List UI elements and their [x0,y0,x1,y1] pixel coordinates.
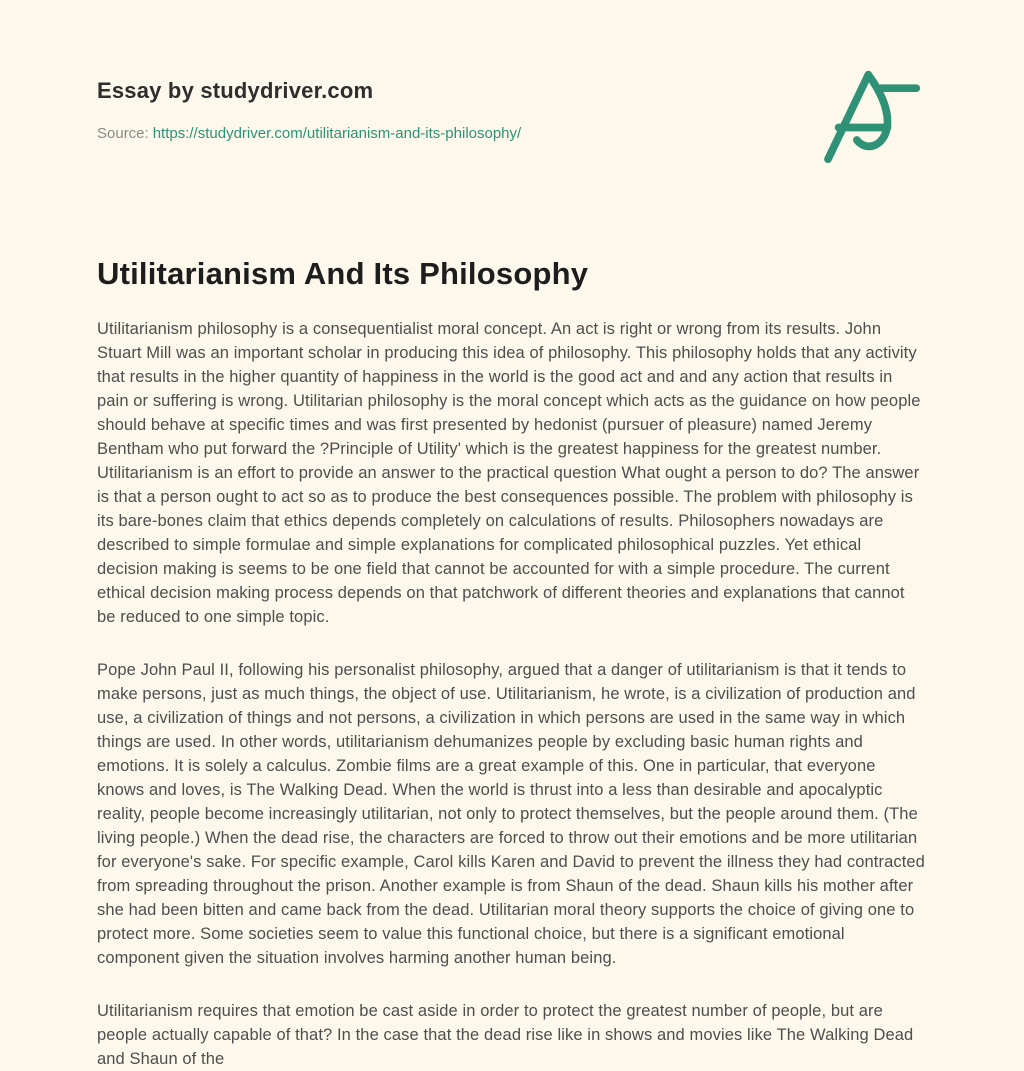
byline: Essay by studydriver.com [97,78,374,103]
article-paragraph-1: Utilitarianism philosophy is a consequentialist moral concept. An act is right or wrong from its results. John Stuart Mill was an important scholar in producing this idea of philosophy. This philosophy holds that any activity that results in the higher quantity of happiness in the world is the good act and and any action that results in pain or suffering is wrong. Utilitarian philosophy is the moral concept which acts as the guidance on how people should behave at specific times and was first presented by hedonist (pursuer of pleasure) named Jeremy Bentham who put forward the ?Principle of Utility' which is the greatest happiness for the greatest number. Utilitarianism is an effort to provide an answer to the practical question What ought a person to do? The answer is that a person ought to act so as to produce the best consequences possible. The problem with philosophy is its bare-bones claim that ethics depends completely on calculations of results. Philosophers nowadays are described to simple formulae and simple explanations for complicated philosophical puzzles. Yet ethical decision making is seems to be one field that cannot be accounted for with a simple procedure. The current ethical decision making process depends on that patchwork of different theories and explanations that cannot be reduced to one simple topic. [97,320,921,626]
article [97,256,927,1071]
article-paragraph-2: Pope John Paul II, following his personalist philosophy, argued that a danger of utilitarianism is that it tends to make persons, just as much things, the object of use. Utilitarianism, he wrote, is a civilization of production and use, a civilization of things and not persons, a civilization in which persons are used in the same way in which things are used. In other words, utilitarianism dehumanizes people by excluding basic human rights and emotions. It is solely a calculus. Zombie films are a great example of this. One in particular, that everyone knows and loves, is The Walking Dead. When the world is thrust into a less than desirable and apocalyptic reality, people become increasingly utilitarian, not only to protect themselves, but the people around them. (The living people.) When the dead rise, the characters are forced to throw out their emotions and be more utilitarian for everyone's sake. For specific example, Carol kills Karen and David to prevent the illness they had contracted from spreading throughout the prison. Another example is from Shaun of the dead. Shaun kills his mother after she had been bitten and came back from the dead. Utilitarian moral theory supports the choice of giving one to protect more. Some societies seem to value this functional choice, but there is a significant emotional component given the situation involves harming another human being. [97,661,925,967]
studydriver-logo-icon [822,68,930,164]
source-line [97,125,927,142]
source-link[interactable]: https://studydriver.com/utilitarianism-and-its-philosophy/ [152,125,522,142]
document-header [97,78,927,142]
source-label: Source: [97,125,149,142]
article-title: Utilitarianism And Its Philosophy [97,256,589,291]
article-paragraph-3: Utilitarianism requires that emotion be cast aside in order to protect the greatest number of people, but are people actually capable of that? In the case that the dead rise like in shows and movies like The Walking Dead and Shaun of the [97,1002,914,1068]
